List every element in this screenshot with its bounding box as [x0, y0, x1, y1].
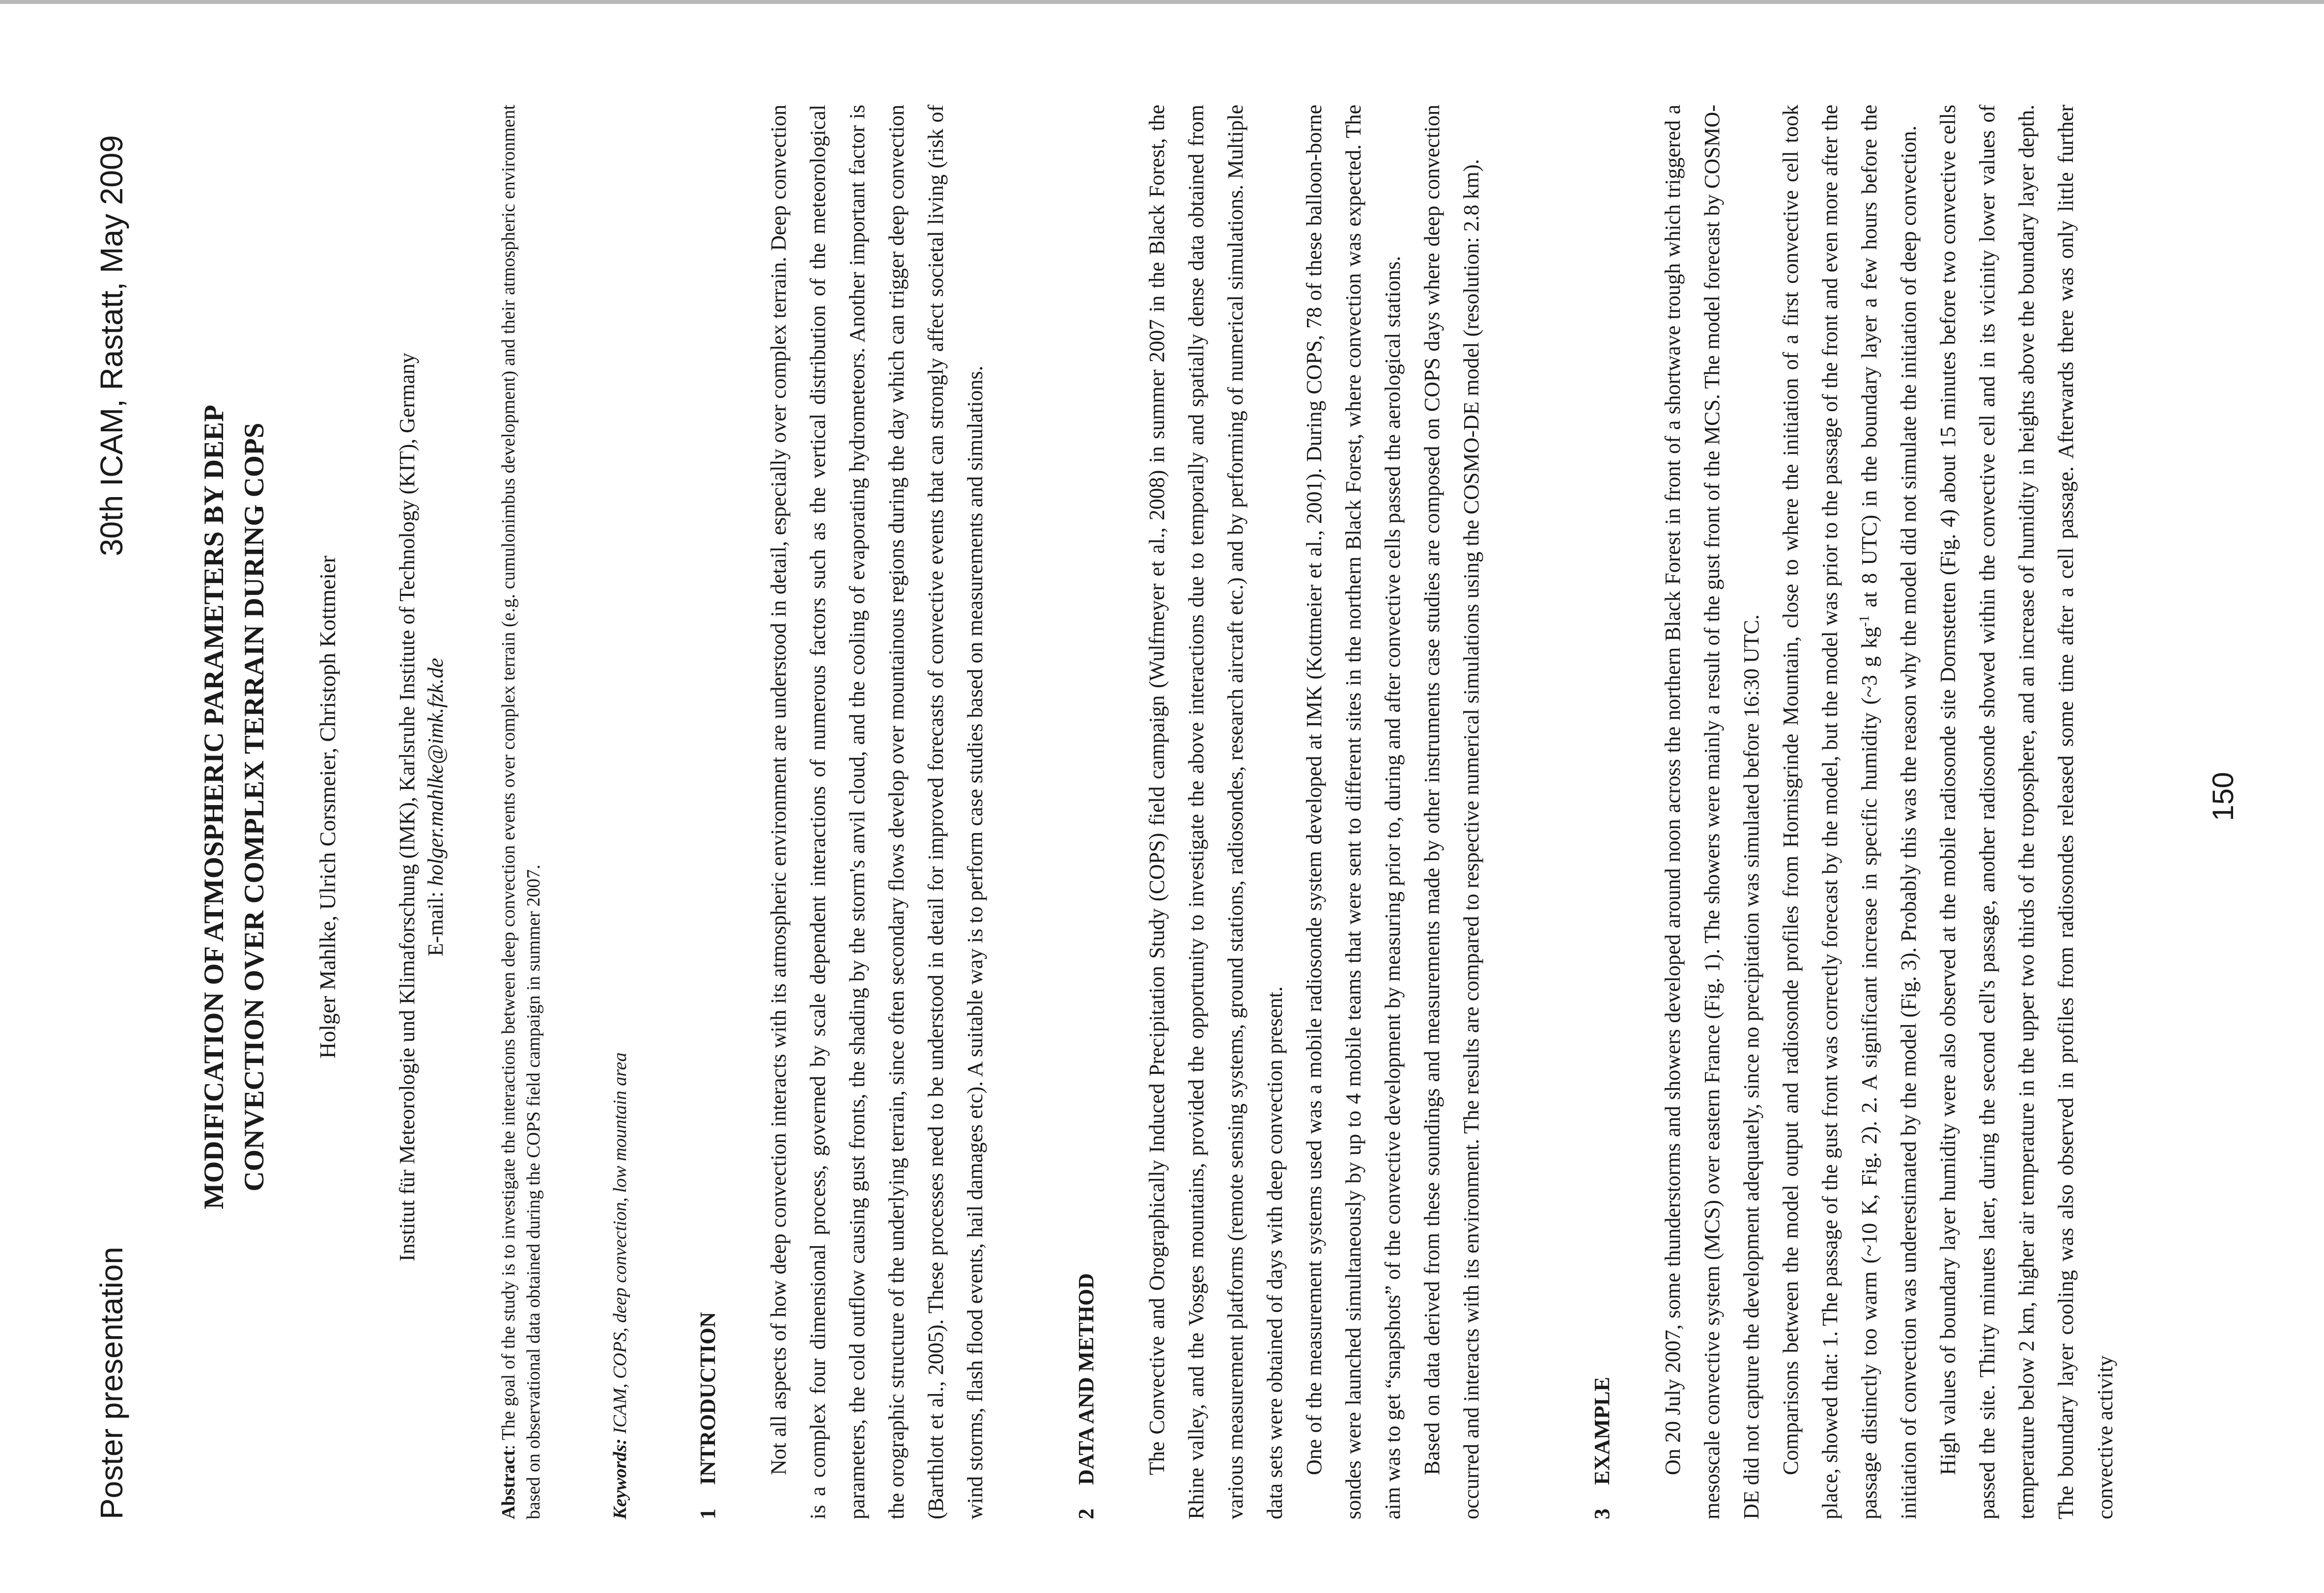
keywords-text: ICAM, COPS, deep convection, low mountain area: [610, 1052, 630, 1434]
affiliation: [393, 119, 450, 1495]
paragraph: Based on data derived from these soundings and measurements made by other instruments case studies are composed on COPS days where deep convection occurred and interacts with its environment. The results are compared to respective numerical simulations using the COSMO-DE model (resolution: 2.8 km).: [1420, 105, 1483, 1519]
paragraph: The Convective and Orographically Induced Precipitation Study (COPS) field campaign (Wulfmeyer et al., 2008) in summer 2007 in the Black Forest, the Rhine valley, and the Vosges mountains, provided the opportunity to investigate the above interactions due to temporally and spatially dense data obtained from various measurement platforms (remote sensing systems, ground stations, radiosondes, research aircraft etc.) and by performing of numerical simulations. Multiple data sets were obtained of days with deep convection present.: [1145, 105, 1287, 1519]
paper-title: [194, 119, 275, 1495]
keywords-label: Keywords:: [610, 1438, 630, 1519]
section-number: 2: [1074, 1509, 1098, 1519]
paragraph: High values of boundary layer humidity were also observed at the mobile radiosonde site Dornstetten (Fig. 4) about 15 minutes before two convective cells passed the site. Thirty minutes later, during the second cell's passage, another radiosonde showed within the convective cell and in its vicinity lower values of temperature below 2 km, higher air temperature in the upper two thirds of the troposphere, and an increase of humidity in heights above the boundary layer depth. The boundary layer cooling was also observed in profiles from radiosondes released some time after a cell passage. Afterwards there was only little further convective activity: [1936, 105, 2117, 1519]
unit-exponent: -1: [1857, 615, 1872, 627]
email-address: holger.mahlke@imk.fzk.de: [424, 658, 448, 886]
section-heading-data-and-method: [1074, 1273, 1099, 1519]
header-left: Poster presentation: [94, 1247, 129, 1519]
abstract: [496, 105, 546, 1519]
institute: Institut für Meteorologie und Klimaforschung (IMK), Karlsruhe Institute of Technology (KIT), Germany: [395, 353, 419, 1261]
section-body-example: [1653, 105, 2125, 1519]
abstract-label: Abstract: [498, 1450, 519, 1519]
section-title: EXAMPLE: [1590, 1377, 1614, 1485]
section-number: 1: [696, 1509, 720, 1519]
paragraph-text: Comparisons between the model output and radiosonde profiles from Hornisgrinde Mountain, close to where the initiation of a first convective cell took place, showed that: 1. The passage of the gust front was correctly forecast by the model, but the model was prior to the passage of the front and even more after the passage distinctly too warm (~10 K, Fig. 2). 2. A significant increase in specific humidity (~3 g kg: [1779, 105, 1881, 1519]
section-number: 3: [1590, 1509, 1614, 1519]
section-heading-introduction: [695, 1312, 720, 1519]
section-heading-example: [1589, 1377, 1615, 1519]
paragraph: [1771, 105, 1928, 1519]
email-label: E-mail:: [424, 886, 448, 956]
keywords: [609, 105, 631, 1519]
section-body-introduction: [759, 105, 995, 1519]
section-title: DATA AND METHOD: [1074, 1273, 1098, 1485]
abstract-text: : The goal of the study is to investigate the interactions between deep convection events over complex terrain (e.g. cumulonimbus development) and their atmospheric environment based on observational data obtained during the COPS field campaign in summer 2007.: [498, 105, 544, 1519]
title-line-1: MODIFICATION OF ATMOSPHERIC PARAMETERS BY DEEP: [198, 405, 229, 1209]
email-line: [422, 119, 450, 1495]
section-title: INTRODUCTION: [696, 1312, 720, 1485]
section-body-data-and-method: [1137, 105, 1491, 1519]
paragraph-text: at 8 UTC) in the boundary layer a few hours before the initiation of convection was underestimated by the model (Fig. 3). Probably this was the reason why the model did not simulate the initiation of deep convection.: [1857, 105, 1921, 1519]
page-number: 150: [2207, 772, 2239, 821]
header-right: 30th ICAM, Rastatt, May 2009: [94, 135, 129, 557]
paragraph: One of the measurement systems used was a mobile radiosonde system developed at IMK (Kottmeier et al., 2001). During COPS, 78 of these balloon-borne sondes were launched simultaneously by up to 4 mobile teams that were sent to different sites in the northern Black Forest, where convection was expected. The aim was to get “snapshots” of the convective development by measuring prior to, during and after convective cells passed the aerological stations.: [1302, 105, 1405, 1519]
title-line-2: CONVECTION OVER COMPLEX TERRAIN DURING COPS: [239, 422, 270, 1192]
author-list: Holger Mahlke, Ulrich Corsmeier, Christoph Kottmeier: [315, 556, 340, 1059]
paragraph: On 20 July 2007, some thunderstorms and showers developed around noon across the northern Black Forest in front of a shortwave trough which triggered a mesoscale convective system (MCS) over eastern France (Fig. 1). The showers were mainly a result of the gust front of the MCS. The model forecast by COSMO-DE did not capture the development adequately, since no precipitation was simulated before 16:30 UTC.: [1661, 105, 1763, 1519]
paragraph: Not all aspects of how deep convection interacts with its atmospheric environment are understood in detail, especially over complex terrain. Deep convection is a complex four dimensional process, governed by scale dependent interactions of numerous factors such as the vertical distribution of the meteorological parameters, the cold outflow causing gust fronts, the shading by the storm's anvil cloud, and the cooling of evaporating hydrometeors. Another important factor is the orographic structure of the underlying terrain, since often secondary flows develop over mountainous regions during the day which can trigger deep convection (Barthlott et al., 2005). These processes need to be understood in detail for improved forecasts of convective events that can strongly affect societal living (risk of wind storms, flash flood events, hail damages etc). A suitable way is to perform case studies based on measurements and simulations.: [766, 105, 987, 1519]
